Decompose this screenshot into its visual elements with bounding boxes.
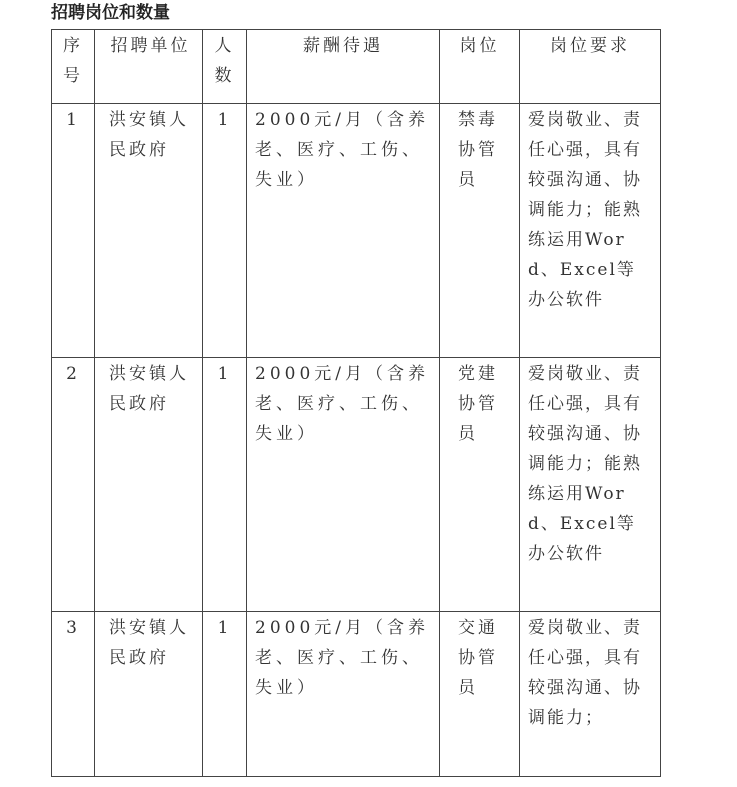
table-row — [52, 104, 661, 358]
cell-requirements: 爱岗敬业、责任心强，具有较强沟通、协调能力； — [520, 612, 661, 777]
recruitment-table — [51, 29, 661, 777]
cell-pay: 2000元/月（含养老、医疗、工伤、失业） — [247, 358, 440, 612]
cell-position: 禁毒协管员 — [440, 104, 520, 358]
header-count: 人数 — [203, 30, 247, 104]
cell-unit: 洪安镇人民政府 — [95, 612, 203, 777]
cell-pay: 2000元/月（含养老、医疗、工伤、失业） — [247, 612, 440, 777]
header-unit: 招聘单位 — [95, 30, 203, 104]
cell-index: 1 — [52, 104, 95, 358]
cell-position: 交通协管员 — [440, 612, 520, 777]
header-position: 岗位 — [440, 30, 520, 104]
table-row — [52, 612, 661, 777]
header-index: 序号 — [52, 30, 95, 104]
cell-unit: 洪安镇人民政府 — [95, 104, 203, 358]
table-header-row — [52, 30, 661, 104]
cell-position: 党建协管员 — [440, 358, 520, 612]
cell-count: 1 — [203, 104, 247, 358]
header-pay: 薪酬待遇 — [247, 30, 440, 104]
cell-pay: 2000元/月（含养老、医疗、工伤、失业） — [247, 104, 440, 358]
table-row — [52, 358, 661, 612]
header-requirements: 岗位要求 — [520, 30, 661, 104]
cell-requirements: 爱岗敬业、责任心强，具有较强沟通、协调能力；能熟练运用Word、Excel等办公软件 — [520, 104, 661, 358]
cell-requirements: 爱岗敬业、责任心强，具有较强沟通、协调能力；能熟练运用Word、Excel等办公软件 — [520, 358, 661, 612]
section-title: 招聘岗位和数量 — [51, 3, 170, 23]
cell-index: 2 — [52, 358, 95, 612]
cell-count: 1 — [203, 612, 247, 777]
cell-count: 1 — [203, 358, 247, 612]
cell-unit: 洪安镇人民政府 — [95, 358, 203, 612]
cell-index: 3 — [52, 612, 95, 777]
